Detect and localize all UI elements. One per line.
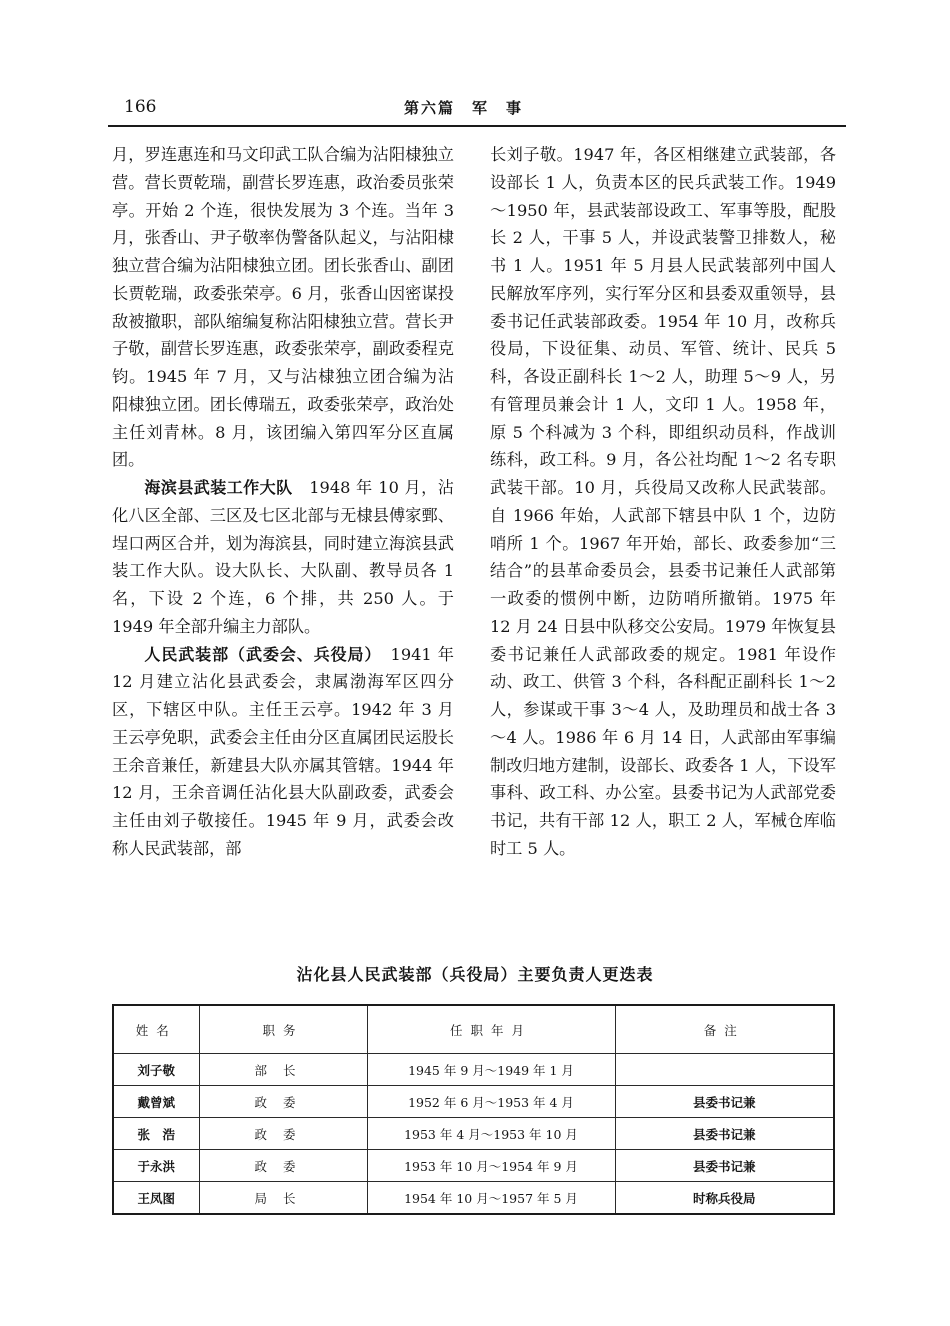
- column-header: 姓名: [113, 1005, 199, 1054]
- paragraph-text: 1948 年 10 月，沾化八区全部、三区及七区北部与无棣县傅家鄄、埕口两区合并，划为海滨县，同时建立海滨县武装工作大队。设大队长、大队副、教导员各 1 名，下设 2 个连，6 个排，共 250 人。于 1949 年全部升编主力部队。: [112, 478, 454, 636]
- post-cell: 政委: [199, 1118, 367, 1150]
- post-cell: 局长: [199, 1182, 367, 1215]
- table-row: [113, 1086, 834, 1118]
- name-cell: 刘子敬: [113, 1054, 199, 1086]
- section-heading: 人民武装部（武委会、兵役局）: [144, 644, 374, 664]
- term-cell: 1945 年 9 月～1949 年 1 月: [367, 1054, 615, 1086]
- note-cell: 时称兵役局: [615, 1182, 834, 1215]
- running-head: 第六篇 军 事: [404, 99, 524, 117]
- name-cell: 戴曾斌: [113, 1086, 199, 1118]
- post-cell: 政委: [199, 1086, 367, 1118]
- page-number: 166: [124, 97, 157, 117]
- paragraph-text: 1941 年 12 月建立沾化县武委会，隶属渤海军区四分区，下辖区中队。主任王云亭。1942 年 3 月王云亭免职，武委会主任由分区直属团民运股长王余音兼任，新建县大队亦属其管辖。1944 年 12 月，王余音调任沾化县大队副政委，武委会主任由刘子敬接任。1945 年 9 月，武委会改称人民武装部，部: [112, 644, 454, 858]
- post-cell: 政委: [199, 1150, 367, 1182]
- section-heading: 海滨县武装工作大队: [144, 478, 293, 497]
- table-row: [113, 1150, 834, 1182]
- post-cell: 部长: [199, 1054, 367, 1086]
- column-header: 职务: [199, 1005, 367, 1054]
- column-header: 备注: [615, 1005, 834, 1054]
- note-cell: 县委书记兼: [615, 1086, 834, 1118]
- paragraph: [112, 474, 454, 641]
- name-cell: 王凤图: [113, 1182, 199, 1215]
- leaders-table: [112, 1004, 835, 1215]
- term-cell: 1954 年 10 月～1957 年 5 月: [367, 1182, 615, 1215]
- table-header-row: [113, 1005, 834, 1054]
- page-header: [0, 0, 950, 130]
- left-column: [112, 141, 454, 863]
- header-rule: [108, 125, 846, 127]
- right-column: [490, 141, 836, 863]
- table-row: [113, 1054, 834, 1086]
- note-cell: [615, 1054, 834, 1086]
- note-cell: 县委书记兼: [615, 1150, 834, 1182]
- table-title: 沾化县人民武装部（兵役局）主要负责人更迭表: [296, 965, 654, 984]
- column-header: 任职年月: [367, 1005, 615, 1054]
- table-row: [113, 1118, 834, 1150]
- term-cell: 1953 年 10 月～1954 年 9 月: [367, 1150, 615, 1182]
- paragraph: 月，罗连惠连和马文印武工队合编为沾阳棣独立营。营长贾乾瑞，副营长罗连惠，政治委员张荣亭。开始 2 个连，很快发展为 3 个连。当年 3 月，张香山、尹子敬率伪警备队起义，与沾阳棣独立营合编为沾阳棣独立团。团长张香山、副团长贾乾瑞，政委张荣亭。6 月，张香山因密谋投敌被撤职，部队缩编复称沾阳棣独立营。营长尹子敬，副营长罗连惠，政委张荣亭，副政委程克钧。1945 年 7 月，又与沾棣独立团合编为沾阳棣独立团。团长傅瑞五，政委张荣亭，政治处主任刘青林。8 月，该团编入第四军分区直属团。: [112, 145, 454, 470]
- name-cell: 张 浩: [113, 1118, 199, 1150]
- paragraph: 长刘子敬。1947 年，各区相继建立武装部，各设部长 1 人，负责本区的民兵武装工作。1949～1950 年，县武装部设政工、军事等股，配股长 2 人，干事 5 人，并设武装警卫排数人，秘书 1 人。1951 年 5 月县人民武装部列中国人民解放军序列，实行军分区和县委双重领导，县委书记任武装部政委。1954 年 10 月，改称兵役局，下设征集、动员、军管、统计、民兵 5 科，各设正副科长 1～2 人，助理 5～9 人，另有管理员兼会计 1 人，文印 1 人。1958 年，原 5 个科减为 3 个科，即组织动员科，作战训练科，政工科。9 月，各公社均配 1～2 名专职武装干部。10 月，兵役局又改称人民武装部。自 1966 年始，人武部下辖县中队 1 个，边防哨所 1 个。1967 年开始，部长、政委参加“三结合”的县革命委员会，县委书记兼任人武部第一政委的惯例中断，边防哨所撤销。1975 年 12 月 24 日县中队移交公安局。1979 年恢复县委书记兼任人武部政委的规定。1981 年设作动、政工、供管 3 个科，各科配正副科长 1～2 人，参谋或干事 3～4 人，及助理员和战士各 3～4 人。1986 年 6 月 14 日，人武部由军事编制改归地方建制，设部长、政委各 1 人，下设军事科、政工科、办公室。县委书记为人武部党委书记，共有干部 12 人，职工 2 人，军械仓库临时工 5 人。: [490, 145, 836, 858]
- note-cell: 县委书记兼: [615, 1118, 834, 1150]
- table-row: [113, 1182, 834, 1215]
- term-cell: 1953 年 4 月～1953 年 10 月: [367, 1118, 615, 1150]
- name-cell: 于永洪: [113, 1150, 199, 1182]
- paragraph: [112, 641, 454, 863]
- term-cell: 1952 年 6 月～1953 年 4 月: [367, 1086, 615, 1118]
